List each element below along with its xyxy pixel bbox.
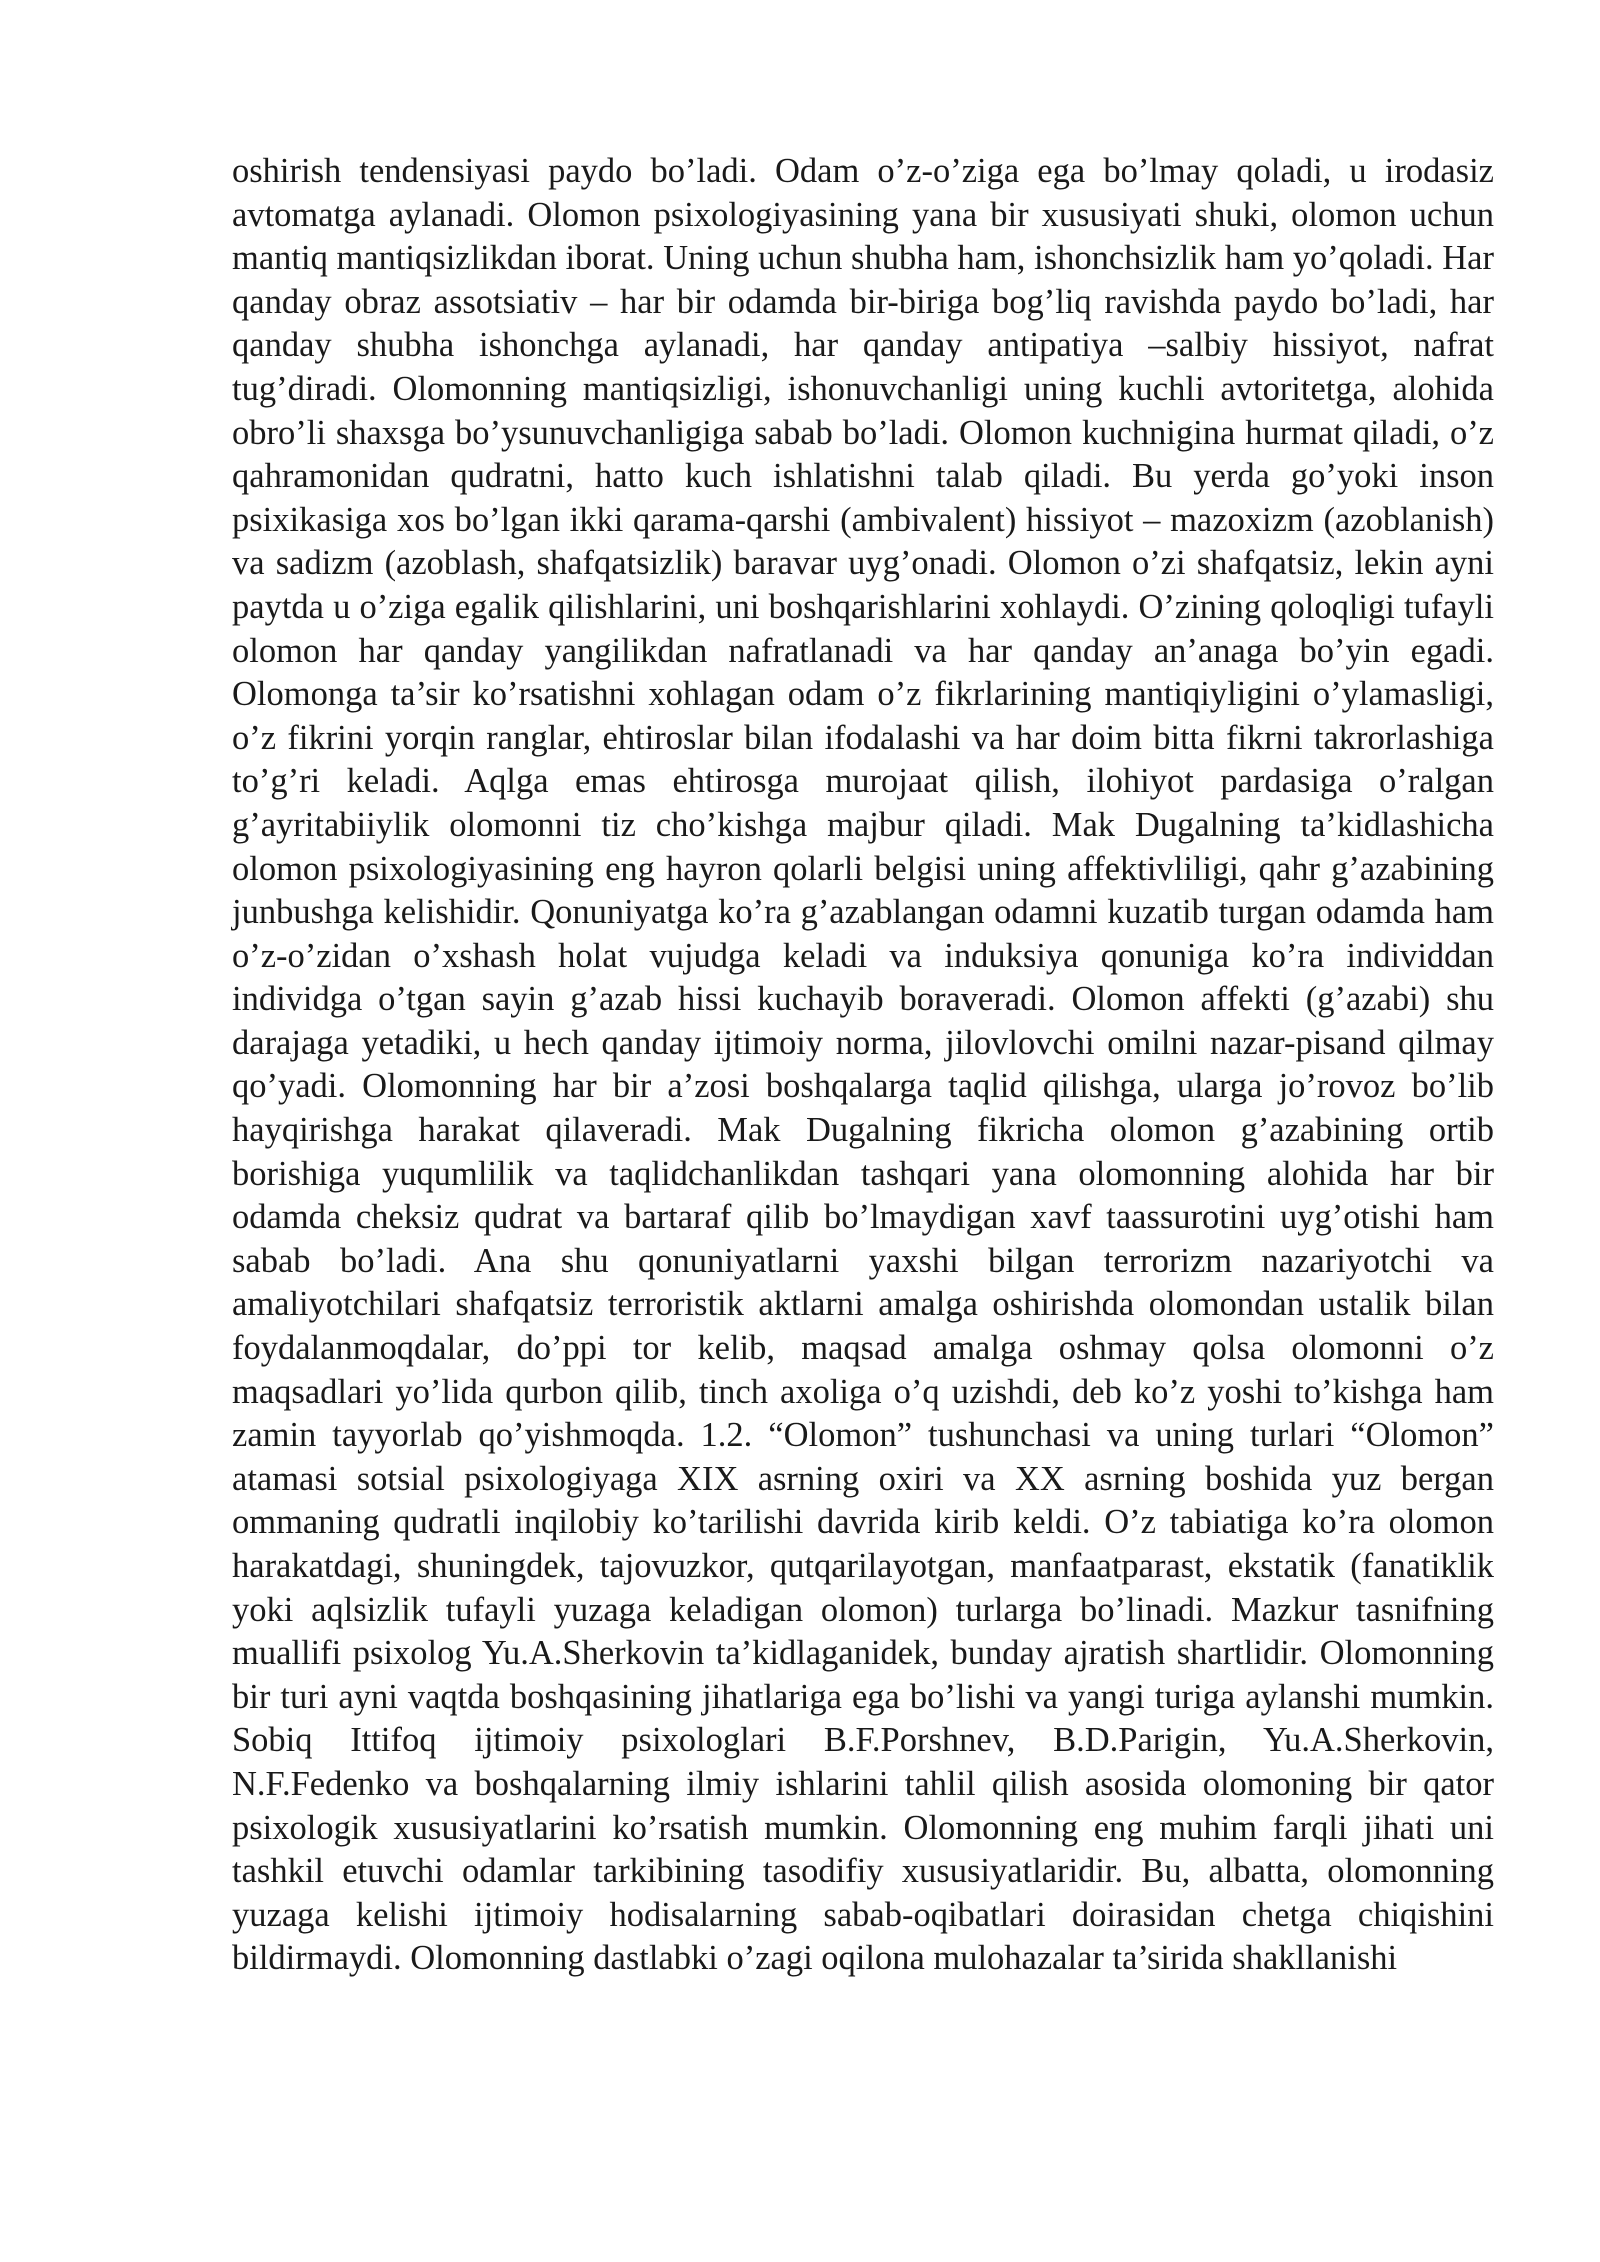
- body-text: oshirish tendensiyasi paydo bo’ladi. Odam o’z-o’ziga ega bo’lmay qoladi, u irodasiz avtomatga aylanadi. Olomon psixologiyasining yana bir xususiyati shuki, olomon uchun mantiq mantiqsizlikdan iborat. Uning uchun shubha ham, ishonchsizlik ham yo’qoladi. Har qanday obraz assotsiativ – har bir odamda bir-biriga bog’liq ravishda paydo bo’ladi, har qanday shubha ishonchga aylanadi, har qanday antipatiya –salbiy hissiyot, nafrat tug’diradi. Olomonning mantiqsizligi, ishonuvchanligi uning kuchli avtoritetga, alohida obro’li shaxsga bo’ysunuvchanligiga sabab bo’ladi. Olomon kuchnigina hurmat qiladi, o’z qahramonidan qudratni, hatto kuch ishlatishni talab qiladi. Bu yerda go’yoki inson psixikasiga xos bo’lgan ikki qarama-qarshi (ambivalent) hissiyot – mazoxizm (azoblanish) va sadizm (azoblash, shafqatsizlik) baravar uyg’onadi. Olomon o’zi shafqatsiz, lekin ayni paytda u o’ziga egalik qilishlarini, uni boshqarishlarini xohlaydi. O’zining qoloqligi tufayli olomon har qanday yangilikdan nafratlanadi va har qanday an’anaga bo’yin egadi. Olomonga ta’sir ko’rsatishni xohlagan odam o’z fikrlarining mantiqiyligini o’ylamasligi, o’z fikrini yorqin ranglar, ehtiroslar bilan ifodalashi va har doim bitta fikrni takrorlashiga to’g’ri keladi. Aqlga emas ehtirosga murojaat qilish, ilohiyot pardasiga o’ralgan g’ayritabiiylik olomonni tiz cho’kishga majbur qiladi. Mak Dugalning ta’kidlashicha olomon psixologiyasining eng hayron qolarli belgisi uning affektivliligi, qahr g’azabining junbushga kelishidir. Qonuniyatga ko’ra g’azablangan odamni kuzatib turgan odamda ham o’z-o’zidan o’xshash holat vujudga keladi va induksiya qonuniga ko’ra individdan individga o’tgan sayin g’azab hissi kuchayib boraveradi. Olomon affekti (g’azabi) shu darajaga yetadiki, u hech qanday ijtimoiy norma, jilovlovchi omilni nazar-pisand qilmay qo’yadi. Olomonning har bir a’zosi boshqalarga taqlid qilishga, ularga jo’rovoz bo’lib hayqirishga harakat qilaveradi. Mak Dugalning fikricha olomon g’azabining ortib borishiga yuqumlilik va taqlidchanlikdan tashqari yana olomonning alohida har bir odamda cheksiz qudrat va bartaraf qilib bo’lmaydigan xavf taassurotini uyg’otishi ham sabab bo’ladi. Ana shu qonuniyatlarni yaxshi bilgan terrorizm nazariyotchi va amaliyotchilari shafqatsiz terroristik aktlarni amalga oshirishda olomondan ustalik bilan foydalanmoqdalar, do’ppi tor kelib, maqsad amalga oshmay qolsa olomonni o’z maqsadlari yo’lida qurbon qilib, tinch axoliga o’q uzishdi, deb ko’z yoshi to’kishga ham zamin tayyorlab qo’yishmoqda. 1.2. “Olomon” tushunchasi va uning turlari “Olomon” atamasi sotsial psixologiyaga XIX asrning oxiri va XX asrning boshida yuz bergan ommaning qudratli inqilobiy ko’tarilishi davrida kirib keldi. O’z tabiatiga ko’ra olomon harakatdagi, shuningdek, tajovuzkor, qutqarilayotgan, manfaatparast, ekstatik (fanatiklik yoki aqlsizlik tufayli yuzaga keladigan olomon) turlarga bo’linadi. Mazkur tasnifning muallifi psixolog Yu.A.Sherkovin ta’kidlaganidek, bunday ajratish shartlidir. Olomonning bir turi ayni vaqtda boshqasining jihatlariga ega bo’lishi va yangi turiga aylanshi mumkin. Sobiq Ittifoq ijtimoiy psixologlari B.F.Porshnev, B.D.Parigin, Yu.A.Sherkovin, N.F.Fedenko va boshqalarning ilmiy ishlarini tahlil qilish asosida olomoning bir qator psixologik xususiyatlarini ko’rsatish mumkin. Olomonning eng muhim farqli jihati uni tashkil etuvchi odamlar tarkibining tasodifiy xususiyatlaridir. Bu, albatta, olomonning yuzaga kelishi ijtimoiy hodisalarning sabab-oqibatlari doirasidan chetga chiqishini bildirmaydi. Olomonning dastlabki o’zagi oqilona mulohazalar ta’sirida shakllanishi: [232, 152, 1494, 1978]
